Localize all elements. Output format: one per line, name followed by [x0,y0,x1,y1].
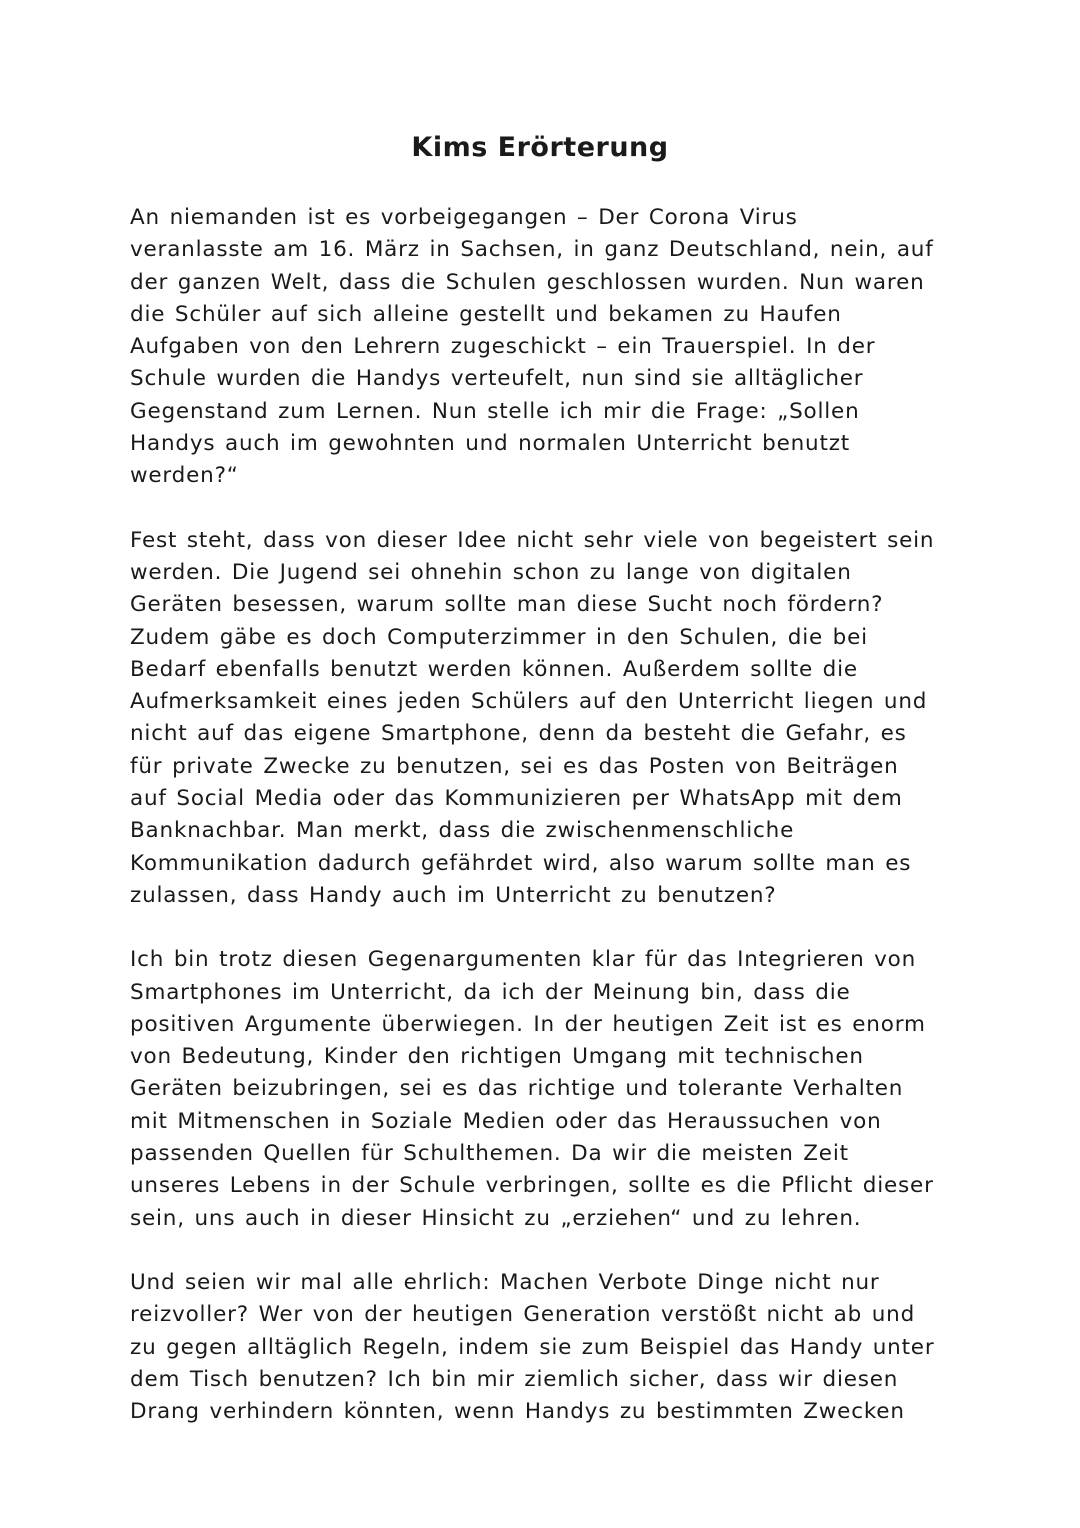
paragraph-2 [130,525,950,913]
text-line: Handys auch im gewohnten und normalen Unterricht benutzt [130,431,851,457]
text-line: Aufgaben von den Lehrern zugeschickt – ein Trauerspiel. In der [130,334,876,360]
text-line: reizvoller? Wer von der heutigen Generation verstößt nicht ab und [130,1302,916,1328]
document-title: Kims Erörterung [411,132,669,163]
text-line: von Bedeutung, Kinder den richtigen Umgang mit technischen [130,1044,864,1070]
text-line: Ich bin trotz diesen Gegenargumenten klar für das Integrieren von [130,947,917,973]
text-line: Aufmerksamkeit eines jeden Schülers auf den Unterricht liegen und [130,689,928,715]
text-line: die Schüler auf sich alleine gestellt und bekamen zu Haufen [130,301,842,327]
text-line: Geräten beizubringen, sei es das richtige und tolerante Verhalten [130,1076,904,1102]
text-line: Zudem gäbe es doch Computerzimmer in den Schulen, die bei [130,624,868,650]
text-line: positiven Argumente überwiegen. In der heutigen Zeit ist es enorm [130,1011,926,1037]
text-line: passenden Quellen für Schulthemen. Da wir die meisten Zeit [130,1141,849,1167]
text-line: werden. Die Jugend sei ohnehin schon zu lange von digitalen [130,559,852,585]
paragraph-3 [130,944,950,1235]
text-line: Gegenstand zum Lernen. Nun stelle ich mir die Frage: „Sollen [130,398,860,424]
text-line: auf Social Media oder das Kommunizieren per WhatsApp mit dem [130,786,903,812]
text-line: Schule wurden die Handys verteufelt, nun sind sie alltäglicher [130,366,864,392]
text-line: Smartphones im Unterricht, da ich der Meinung bin, dass die [130,979,851,1005]
text-line: mit Mitmenschen in Soziale Medien oder das Heraussuchen von [130,1108,882,1134]
text-line: werden?“ [130,463,239,489]
text-line: veranlasste am 16. März in Sachsen, in ganz Deutschland, nein, auf [130,237,934,263]
text-line: Fest steht, dass von dieser Idee nicht sehr viele von begeistert sein [130,527,935,553]
text-line: zulassen, dass Handy auch im Unterricht zu benutzen? [130,882,777,908]
text-line: nicht auf das eigene Smartphone, denn da besteht die Gefahr, es [130,721,907,747]
text-line: Bedarf ebenfalls benutzt werden können. Außerdem sollte die [130,656,858,682]
text-line: sein, uns auch in dieser Hinsicht zu „erziehen“ und zu lehren. [130,1205,862,1231]
text-line: dem Tisch benutzen? Ich bin mir ziemlich sicher, dass wir diesen [130,1366,899,1392]
text-line: Und seien wir mal alle ehrlich: Machen Verbote Dinge nicht nur [130,1269,880,1295]
document-body [130,202,950,1428]
text-line: An niemanden ist es vorbeigegangen – Der Corona Virus [130,205,798,230]
text-line: Banknachbar. Man merkt, dass die zwischenmenschliche [130,818,795,844]
text-line: zu gegen alltäglich Regeln, indem sie zum Beispiel das Handy unter [130,1334,935,1360]
paragraph-4 [130,1267,950,1428]
text-line: unseres Lebens in der Schule verbringen, sollte es die Pflicht dieser [130,1173,934,1199]
text-line: der ganzen Welt, dass die Schulen geschlossen wurden. Nun waren [130,269,925,295]
text-line: für private Zwecke zu benutzen, sei es das Posten von Beiträgen [130,753,899,779]
text-line: Kommunikation dadurch gefährdet wird, also warum sollte man es [130,850,912,876]
text-line: Geräten besessen, warum sollte man diese Sucht noch fördern? [130,592,884,618]
paragraph-1 [130,202,950,493]
text-line: Drang verhindern könnten, wenn Handys zu bestimmten Zwecken [130,1399,905,1425]
